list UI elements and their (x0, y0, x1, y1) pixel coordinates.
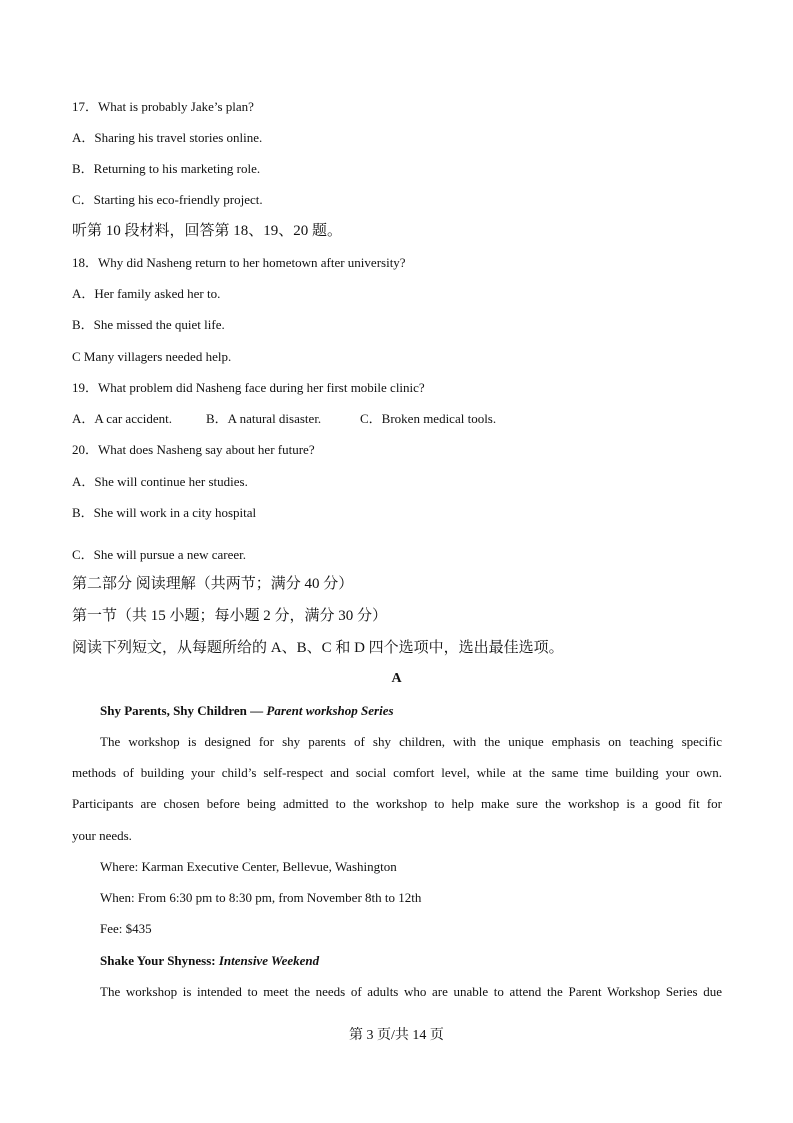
q19-option-a: A．A car accident. (72, 411, 172, 426)
q20-option-c: C．She will pursue a new career. (72, 547, 247, 562)
section10-instruction: 听第 10 段材料，回答第 18、19、20 题。 (72, 223, 343, 239)
workshop1-where: Where: Karman Executive Center, Bellevue, Washington (100, 859, 397, 874)
workshop2-title-sub: Intensive Weekend (218, 953, 320, 968)
q20-question: 20．What does Nasheng say about her future? (72, 442, 315, 457)
q19-option-b: B．A natural disaster. (206, 411, 322, 426)
part2-heading: 第二部分 阅读理解（共两节；满分 40 分） (72, 576, 354, 592)
q17-question: 17．What is probably Jake’s plan? (72, 99, 254, 114)
reading-instruction: 阅读下列短文，从每题所给的 A、B、C 和 D 四个选项中，选出最佳选项。 (72, 640, 564, 656)
q17-option-b: B．Returning to his marketing role. (72, 161, 261, 176)
para1-line3: Participants are chosen before being admitted to the workshop to help make sure the workshop is a good fit for (72, 796, 722, 811)
workshop2-title-main: Shake Your Shyness: (100, 953, 216, 968)
q18-question: 18．Why did Nasheng return to her hometown after university? (72, 255, 406, 270)
q20-option-a: A．She will continue her studies. (72, 474, 248, 489)
q18-option-c: C Many villagers needed help. (72, 349, 232, 364)
para1-line4: your needs. (72, 828, 132, 843)
workshop1-when: When: From 6:30 pm to 8:30 pm, from November 8th to 12th (100, 890, 422, 905)
q18-option-a: A．Her family asked her to. (72, 286, 221, 301)
para2-line1: The workshop is intended to meet the needs of adults who are unable to attend the Parent Workshop Series due (100, 984, 722, 999)
q19-option-c: C．Broken medical tools. (360, 411, 497, 426)
workshop1-title (100, 702, 394, 720)
workshop2-title (100, 952, 319, 970)
q17-option-c: C．Starting his eco-friendly project. (72, 192, 263, 207)
page-footer: 第 3 页/共 14 页 (349, 1028, 444, 1043)
q20-option-b: B．She will work in a city hospital (72, 505, 257, 520)
q17-option-a: A．Sharing his travel stories online. (72, 130, 263, 145)
para1-line1: The workshop is designed for shy parents of shy children, with the unique emphasis on teaching specific (100, 734, 722, 749)
passage-label: A (391, 671, 402, 686)
workshop1-title-main: Shy Parents, Shy Children (100, 703, 247, 718)
q18-option-b: B．She missed the quiet life. (72, 317, 225, 332)
q19-options (72, 410, 496, 428)
workshop1-fee: Fee: $435 (100, 921, 152, 936)
para1-line2: methods of building your child’s self-respect and social comfort level, while at the same time building your own. (72, 765, 722, 780)
section1-heading: 第一节（共 15 小题；每小题 2 分，满分 30 分） (72, 608, 388, 624)
workshop1-title-sub: Parent workshop Series (266, 703, 394, 718)
title-dash: — (246, 703, 267, 718)
q19-question: 19．What problem did Nasheng face during her first mobile clinic? (72, 380, 425, 395)
